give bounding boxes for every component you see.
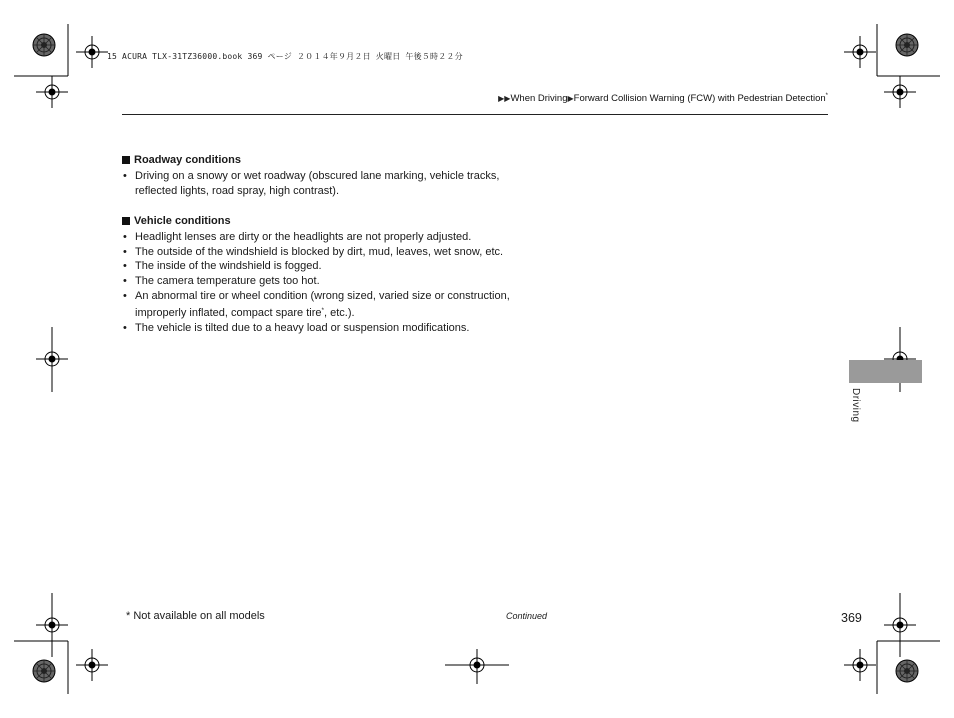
section-heading <box>122 214 542 229</box>
chapter-tab-label: Driving <box>850 388 861 423</box>
square-bullet-icon <box>122 156 130 164</box>
list-item: • The inside of the windshield is fogged. <box>122 259 542 274</box>
roadway-conditions-heading: Roadway conditions <box>134 154 241 166</box>
breadcrumb-separator-icon: ▶ <box>567 94 574 104</box>
tire-item-line2-end: , etc.). <box>324 306 355 319</box>
list-item: • The vehicle is tilted due to a heavy load or suspension modifications. <box>122 321 542 336</box>
vehicle-conditions-list <box>122 230 542 336</box>
vehicle-conditions-heading: Vehicle conditions <box>134 215 231 227</box>
registration-target <box>844 649 876 681</box>
tire-item-line2: improperly inflated, compact spare tire <box>135 306 322 319</box>
page-number: 369 <box>841 611 862 625</box>
color-target-bottom-right <box>896 660 918 682</box>
breadcrumb-arrow-icon: ▶▶ <box>498 94 511 104</box>
color-target-top-right <box>896 34 918 56</box>
roadway-conditions-section <box>122 153 542 198</box>
tire-item-marker: * <box>321 306 324 314</box>
color-target-top-left <box>33 34 55 56</box>
list-item: • Headlight lenses are dirty or the headlights are not properly adjusted. <box>122 230 542 245</box>
tire-item-line1: An abnormal tire or wheel condition (wrong sized, varied size or construction, <box>135 289 510 302</box>
breadcrumb-level2: Forward Collision Warning (FCW) with Pedestrian Detection <box>573 93 826 105</box>
print-header: 15 ACURA TLX-31TZ36000.book 369 ページ ２０１４年９月２日 火曜日 午後５時２２分 <box>107 52 463 61</box>
square-bullet-icon <box>122 217 130 225</box>
registration-target <box>76 649 108 681</box>
continued-label: Continued <box>506 611 548 621</box>
vehicle-conditions-section <box>122 214 542 335</box>
registration-target <box>76 36 108 68</box>
section-heading <box>122 153 542 168</box>
chapter-tab <box>849 360 922 383</box>
registration-target <box>844 36 876 68</box>
list-item: • The outside of the windshield is blocked by dirt, mud, leaves, wet snow, etc. <box>122 245 542 260</box>
list-item: • The camera temperature gets too hot. <box>122 274 542 289</box>
breadcrumb-level1: When Driving <box>510 93 568 105</box>
list-item-tire-condition <box>122 289 542 321</box>
registration-target <box>36 76 68 108</box>
footnote: * Not available on all models <box>126 610 265 622</box>
breadcrumb <box>498 93 828 104</box>
color-target-bottom-left <box>33 660 55 682</box>
breadcrumb-marker: * <box>825 93 828 99</box>
roadway-conditions-list <box>122 169 542 199</box>
registration-target <box>884 76 916 108</box>
list-item: • Driving on a snowy or wet roadway (obscured lane marking, vehicle tracks, reflected lights, road spray, high contrast). <box>122 169 542 199</box>
header-rule <box>122 114 828 115</box>
